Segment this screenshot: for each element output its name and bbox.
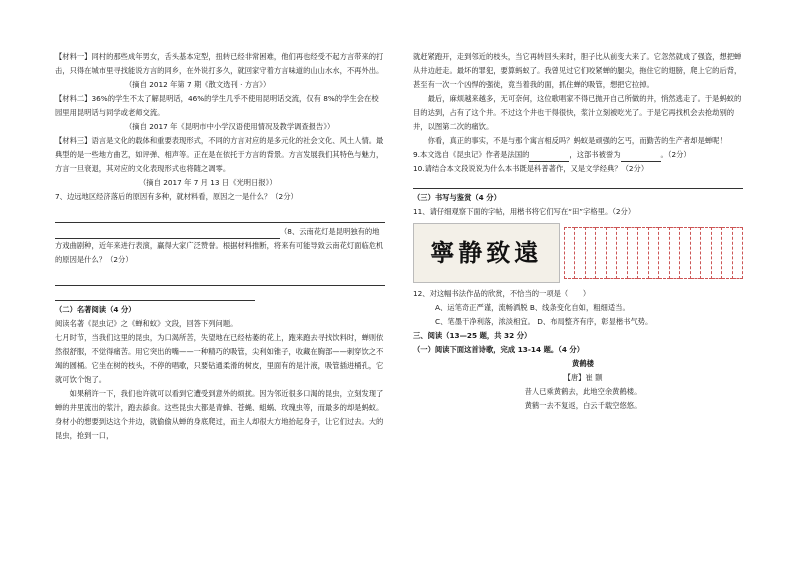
question-12: 12、对这幅书法作品的欣赏，不恰当的一项是（ ） <box>413 289 591 298</box>
material-2: 【材料二】36%的学生不太了解昆明话，46%的学生几乎不使用昆明话交流，仅有 8%的学生会在校园里用昆明话与同学或老师交流。 <box>55 94 379 117</box>
passage-paragraph-2: 如果稍许一下，我们也许就可以看到它遭受到意外的烦扰。因为邻近很多口渴的昆虫，立刻发现了蝉的井里流出的浆汁，跑去舔食。这些昆虫大都是青蜂、苍蝇、蛆蜗、玫瑰虫等，而最多的却是蚂蚁。身材小的想要到达这个井边，就偷偷从蝉的身底爬过，而主人却很大方地抬起身子，让它们过去。大的昆虫，抢到一口， <box>55 389 384 440</box>
answer-line-10[interactable] <box>413 176 743 189</box>
right-column <box>413 50 743 413</box>
material-1: 【材料一】同村的那些成年男女，舌头基本定型，扭转已经非常困难，他们再也经受不起方言带来的打击，只得在城市里寻找能说方言的同乡，在外说打多久，就回家守着方言味道的山山水水，不再外出。 <box>55 52 384 75</box>
poem-line-1: 昔人已乘黄鹤去，此地空余黄鹤楼。 <box>524 387 642 396</box>
section-2-intro: 阅读名著《昆虫记》之《蝉和蚁》文段，回答下列问题。 <box>55 319 238 328</box>
question-9-text-c: 。（2分） <box>660 150 691 159</box>
answer-line-8a[interactable] <box>55 228 280 239</box>
material-2-source: （摘自 2017 年《昆明市中小学汉语使用情况及教学调查报告》） <box>125 122 335 131</box>
answer-line-8b[interactable] <box>55 273 385 286</box>
question-8 <box>55 225 385 267</box>
question-8-text: （8、云南花灯是昆明独有的地方戏曲剧种，近年来进行表演，赢得大家广泛赞誉。根据材料推断，将来有可能导致云南花灯面临危机的原因是什么？（2分） <box>55 227 384 264</box>
section-4-subtitle: （一）阅读下面这首诗歌，完成 13-14 题。（4 分） <box>413 345 585 354</box>
question-9-text: 9.本文选自《昆虫记》作者是法国的 <box>413 150 530 159</box>
question-9 <box>413 148 743 162</box>
passage-paragraph-5: 你看，真正的事实，不是与那个寓言相反吗？蚂蚁是顽强的乞丐，而勤苦的生产者却是蝉呢！ <box>427 136 727 145</box>
answer-blank-9b[interactable] <box>621 151 661 162</box>
section-3-title: （三）书写与鉴赏（4 分） <box>413 193 501 202</box>
material-3-source: （摘自 2017 年 7 月 13 日《光明日报》） <box>139 178 277 187</box>
poem-author: 【唐】崔 颢 <box>563 373 603 382</box>
question-7: 7、边远地区经济落后的原因有多种，就材料看，原因之一是什么？（2分） <box>55 192 298 201</box>
question-9-text-b: ，这部书被誉为 <box>569 150 621 159</box>
material-1-source: （摘自 2012 年第 7 期《散文选刊 · 方言》） <box>125 80 271 89</box>
passage-paragraph-1: 七月时节，当我们这里的昆虫，为口渴所苦，失望地在已经枯萎的花上，跑来跑去寻找饮料时，蝉则依然很舒服，不觉得痛苦。用它突出的嘴——一种精巧的吸管，尖利如锥子，收藏在胸部——刺穿饮之不竭的圆桶。它坐在树的枝头，不停的唱歌，只要钻通柔滑的树皮，里面有的是汁液，吸管插进桶孔，它就可饮个饱了。 <box>55 333 384 384</box>
options-ab: A、运笔奇正严谨，流畅洒脱 B、线条变化自如，粗细适当。 <box>435 303 630 312</box>
answer-line-8c[interactable] <box>55 288 255 301</box>
passage-paragraph-4: 最后，麻烦越来越多，无可奈何，这位歌唱家不得已抛开自己所做的井，悄然逃走了。于是蚂蚁的目的达到，占有了这个井。不过这个井也干得很快，浆汁立刻被吃光了。于是它再找机会去抢劫别的井，以图第二次的痛饮。 <box>413 94 742 131</box>
calligraphy-image: 寧静致遠 <box>413 223 560 283</box>
answer-line-7[interactable] <box>55 210 385 223</box>
question-10: 10.请结合本文段说说为什么本书既是科普著作，又是文学经典？（2分） <box>413 164 649 173</box>
question-11: 11、请仔细观察下面的字帖，用楷书将它们写在“田”字格里。（2分） <box>413 207 636 216</box>
section-2-title: （二）名著阅读（4 分） <box>55 305 136 314</box>
poem-line-2: 黄鹤一去不复返，白云千载空悠悠。 <box>524 401 642 410</box>
options-cd: C、笔墨干净利落，浓淡相宜。 D、布局整齐有序，彰显楷书气势。 <box>435 317 653 326</box>
answer-blank-9a[interactable] <box>529 151 569 162</box>
poem-title: 黄鹤楼 <box>572 359 594 368</box>
calligraphy-row <box>413 223 743 283</box>
passage-paragraph-3: 就赶紧跑开，走到邻近的枝头，当它再转回头来时，胆子比从前变大来了。它忽然就成了强盗，想把蝉从井边赶走。最坏的罪犯，要算蚂蚁了。我曾见过它们咬紧蝉的腿尖，拖住它的翅膀，爬上它的后背，甚至有一次一个凶悍的强徒，竟当着我的面，抓住蝉的吸管，想把它拉掉。 <box>413 52 742 89</box>
material-3: 【材料三】语言是文化的载体和重要表现形式，不同的方言对应的是多元化的社会文化、风土人情。最典型的是一些地方曲艺，如评弹、相声等。正在是在依托于方言的背景。方言发展我们其特色与魅力，方言一旦衰退，其对应的文化表现形式也将随之凋零。 <box>55 136 384 173</box>
tian-grid[interactable] <box>564 224 744 282</box>
section-4-title: 三、阅读（13—25 题，共 32 分） <box>413 331 532 340</box>
left-column <box>55 50 385 443</box>
